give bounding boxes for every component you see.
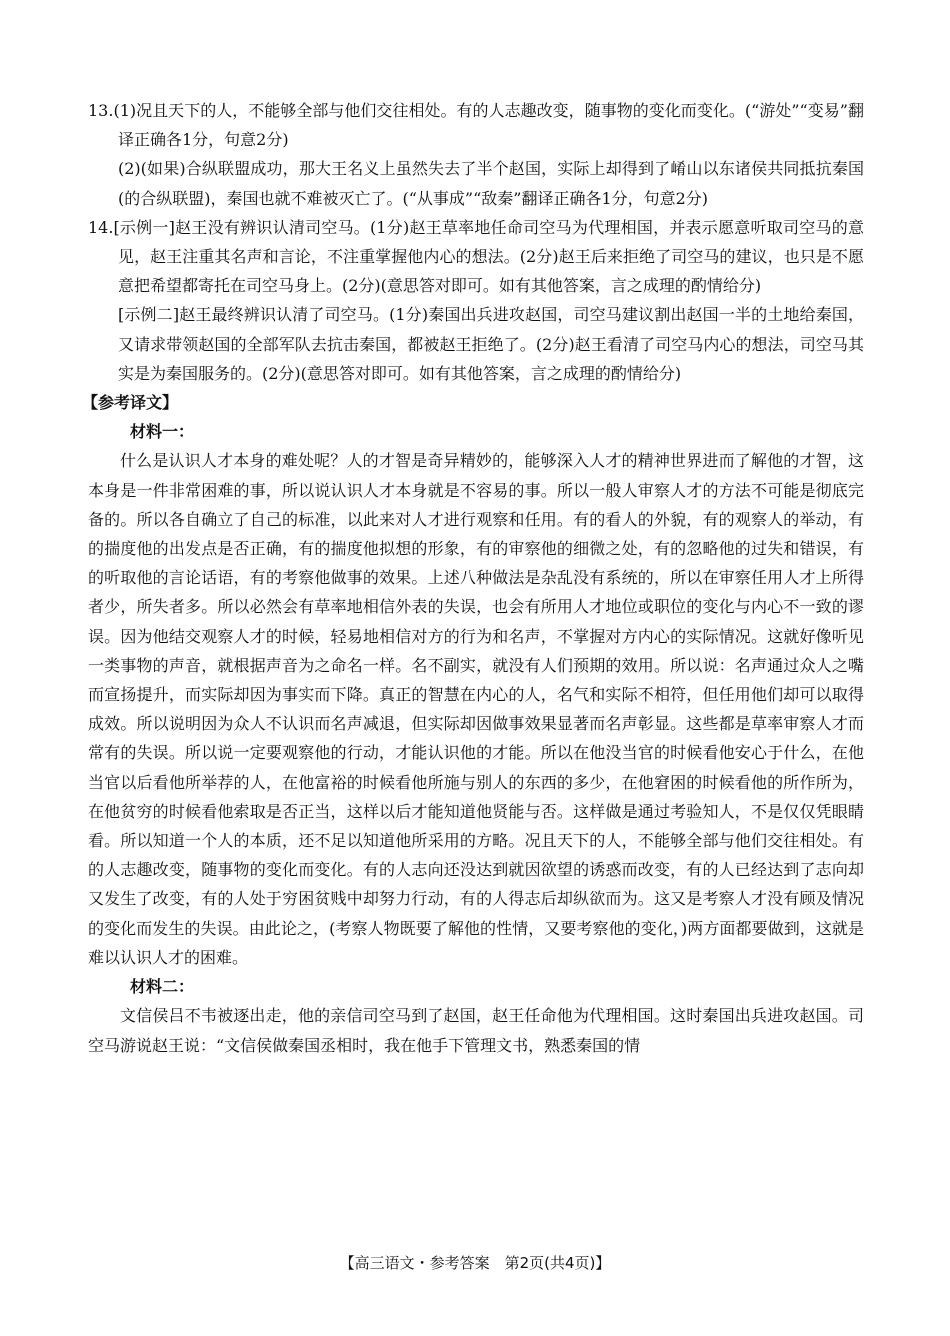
- material1-title: 材料一：: [130, 422, 195, 442]
- material2-title: 材料二：: [130, 977, 195, 997]
- material2-text: 文信侯吕不韦被逐出走，他的亲信司空马到了赵国，赵王任命他为代理相国。这时秦国出兵进攻赵国。司空马游说赵王说：“文信侯做秦国丞相时，我在他手下管理文书，熟悉秦国的情: [88, 1006, 864, 1055]
- material1-text: 什么是认识人才本身的难处呢？人的才智是奇异精妙的，能够深入人才的精神世界进而了解他的才智，这本身是一件非常困难的事，所以说认识人才本身就是不容易的事。所以一般人审察人才的方法不可能是彻底完备的。所以各自确立了自己的标准，以此来对人才进行观察和任用。有的看人的外貌，有的观察人的举动，有的揣度他的出发点是否正确，有的揣度他拟想的形象，有的审察他的细微之处，有的忽略他的过失和错误，有的听取他的言论话语，有的考察他做事的效果。上述八种做法是杂乱没有系统的，所以在审察任用人才上所得者少，所失者多。所以必然会有草率地相信外表的失误，也会有所用人才地位或职位的变化与内心不一致的谬误。因为他结交观察人才的时候，轻易地相信对方的行为和名声，不掌握对方内心的实际情况。这就好像听见一类事物的声音，就根据声音为之命名一样。名不副实，就没有人们预期的效用。所以说：名声通过众人之嘴而宣扬提升，而实际却因为事实而下降。真正的智慧在内心的人，名气和实际不相符，但任用他们却可以取得成效。所以说明因为众人不认识而名声减退，但实际却因做事效果显著而名声彰显。这些都是草率审察人才而常有的失误。所以说一定要观察他的行动，才能认识他的才能。所以在他没当官的时候看他安心于什么，在他当官以后看他所举荐的人，在他富裕的时候看他所施与别人的东西的多少，在他窘困的时候看他的所作所为，在他贫穷的时候看他索取是否正当，这样以后才能知道他贤能与否。这样做是通过考验知人，不是仅仅凭眼睛看。所以知道一个人的本质，还不足以知道他所采用的方略。况且天下的人，不能够全部与他们交往相处。有的人志趣改变，随事物的变化而变化。有的人志向还没达到就因欲望的诱惑而改变，有的人已经达到了志向却又发生了改变，有的人处于穷困贫贱中却努力行动，有的人得志后却纵欲而为。这又是考察人才没有顾及情况的变化而发生的失误。由此论之，(考察人物既要了解他的性情，又要考察他的变化，)两方面都要做到，这就是难以认识人才的困难。: [88, 451, 864, 967]
- page-footer: 【高三语文・参考答案 第2页(共4页)】: [339, 1254, 611, 1272]
- answer-13-part1: 13.(1)况且天下的人，不能够全部与他们交往相处。有的人志趣改变，随事物的变化而变化。(“游处”“变易”翻译正确各1分，句意2分): [88, 101, 864, 150]
- answer-14-example1: 14.[示例一]赵王没有辨识认清司空马。(1分)赵王草率地任命司空马为代理相国，并表示愿意听取司空马的意见，赵王注重其名声和言论，不注重掌握他内心的想法。(2分)赵王后来拒绝了司空马的建议，也只是不愿意把希望都寄托在司空马身上。(2分)(意思答对即可。如有其他答案，言之成理的酌情给分): [88, 217, 864, 296]
- answer-page: [82, 96, 864, 1060]
- translation-heading: 【参考译文】: [82, 393, 179, 413]
- answer-14-example2: [示例二]赵王最终辨识认清了司空马。(1分)秦国出兵进攻赵国，司空马建议割出赵国一半的土地给秦国，又请求带领赵国的全部军队去抗击秦国，都被赵王拒绝了。(2分)赵王看清了司空马内心的想法，司空马其实是为秦国服务的。(2分)(意思答对即可。如有其他答案，言之成理的酌情给分): [118, 305, 864, 383]
- answer-13-part2: (2)(如果)合纵联盟成功，那大王名义上虽然失去了半个赵国，实际上却得到了崤山以东诸侯共同抵抗秦国(的合纵联盟)，秦国也就不难被灭亡了。(“从事成”“敌秦”翻译正确各1分，句意2分): [118, 159, 864, 208]
